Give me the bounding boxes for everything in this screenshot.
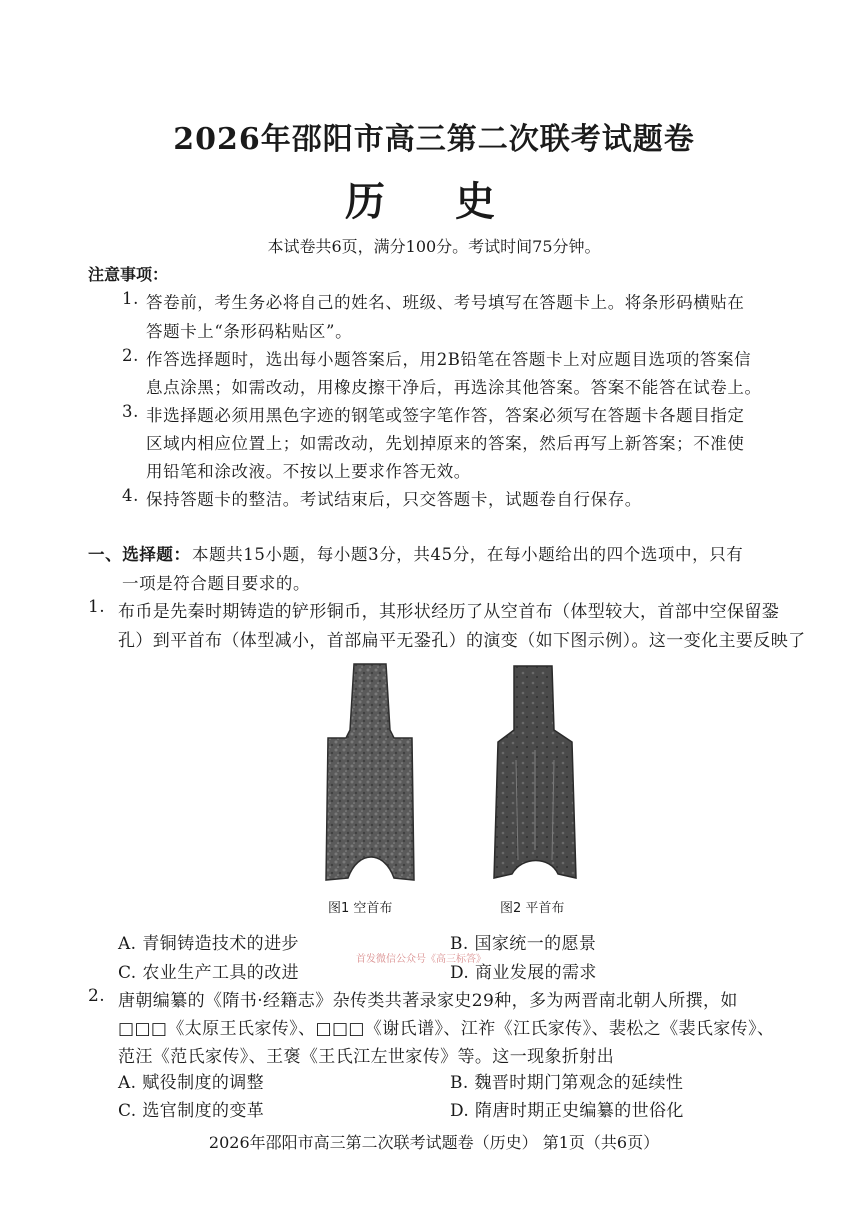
figure-2-caption: 图2 平首布 [500,901,565,916]
option-a: A. 赋役制度的调整 [118,1073,265,1093]
exam-info: 本试卷共6页，满分100分。考试时间75分钟。 [267,237,601,256]
question-stem-line: 布币是先秦时期铸造的铲形铜币，其形状经历了从空首布（体型较大，首部中空保留銎 [118,602,780,622]
notice-item-line: 作答选择题时，选出每小题答案后，用2B铅笔在答题卡上对应题目选项的答案信 [146,350,752,369]
notice-item-number: 2. [122,346,139,365]
question-number: 2. [88,986,106,1006]
option-c: C. 农业生产工具的改进 [118,963,300,983]
notice-item-line: 答题卡上“条形码粘贴区”。 [146,322,353,341]
notice-item-number: 3. [122,402,139,421]
exam-title: 2026年邵阳市高三第二次联考试题卷 [173,122,695,157]
watermark-text: 首发微信公众号《高三标答》 [356,954,486,965]
notice-item-number: 1. [122,289,139,308]
question-number: 1. [88,597,106,617]
section-instruction: 一项是符合题目要求的。 [122,574,311,593]
notice-item-line: 区域内相应位置上；如需改动，先划掉原来的答案，然后再写上新答案；不准使 [146,434,745,453]
notice-heading: 注意事项： [88,265,169,284]
option-d: D. 隋唐时期正史编纂的世俗化 [450,1101,684,1121]
notice-item-line: 答卷前，考生务必将自己的姓名、班级、考号填写在答题卡上。将条形码横贴在 [146,293,745,312]
notice-item-line: 息点涂黑；如需改动，用橡皮擦干净后，再选涂其他答案。答案不能答在试卷上。 [146,378,762,397]
figure-1-caption: 图1 空首布 [328,901,393,916]
subject-heading: 历 史 [345,178,523,225]
notice-item-line: 非选择题必须用黑色字迹的钢笔或签字笔作答，答案必须写在答题卡各题目指定 [146,406,745,425]
hollow-head-spade-coin-image [310,660,430,890]
notice-item-number: 4. [122,486,139,505]
option-a: A. 青铜铸造技术的进步 [118,934,299,954]
question-stem-line: 范汪《范氏家传》、王褒《王氏江左世家传》等。这一现象折射出 [118,1047,615,1067]
notice-item-line: 保持答题卡的整洁。考试结束后，只交答题卡，试题卷自行保存。 [146,490,642,509]
option-b: B. 国家统一的愿景 [450,934,597,954]
section-instruction: 本题共15小题，每小题3分，共45分，在每小题给出的四个选项中，只有 [192,545,744,564]
question-stem-line: □□□《太原王氏家传》、□□□《谢氏谱》、江祚《江氏家传》、裴松之《裴氏家传》、 [118,1019,775,1039]
question-stem-line: 孔）到平首布（体型减小，首部扁平无銎孔）的演变（如下图示例）。这一变化主要反映了 [118,631,806,651]
section-label: 一、选择题： [88,545,191,564]
page-footer: 2026年邵阳市高三第二次联考试题卷（历史） 第1页（共6页） [208,1133,660,1152]
question-stem-line: 唐朝编纂的《隋书·经籍志》杂传类共著录家史29种，多为两晋南北朝人所撰，如 [118,991,738,1011]
option-b: B. 魏晋时期门第观念的延续性 [450,1073,684,1093]
notice-item-line: 用铅笔和涂改液。不按以上要求作答无效。 [146,462,471,481]
option-d: D. 商业发展的需求 [450,963,597,983]
option-c: C. 选官制度的变革 [118,1101,265,1121]
flat-head-spade-coin-image [480,660,590,890]
